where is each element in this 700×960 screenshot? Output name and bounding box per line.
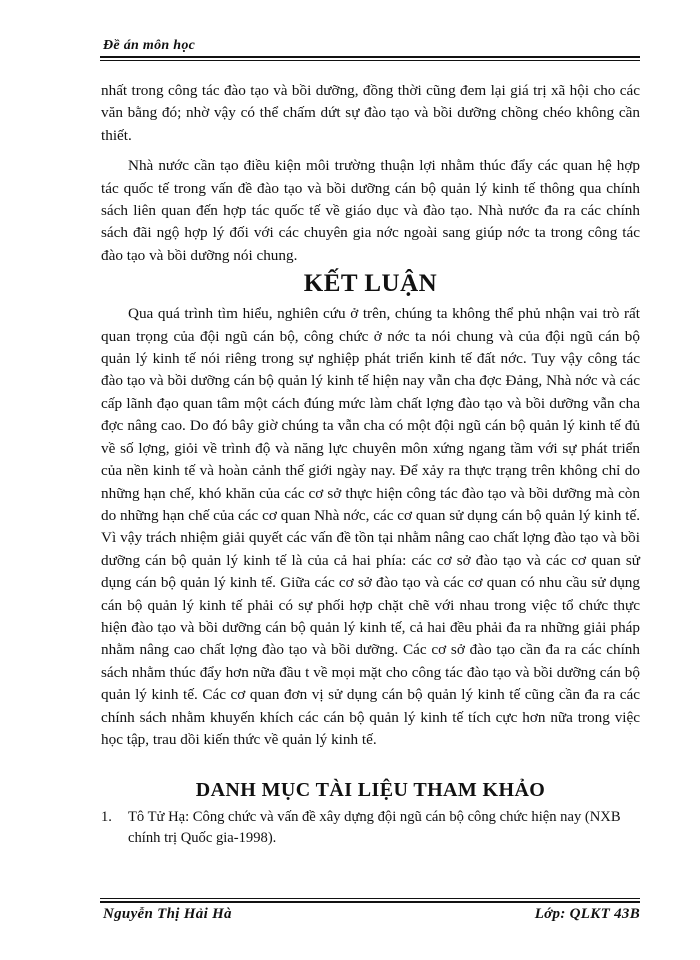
references-list bbox=[101, 807, 640, 849]
conclusion-heading: KẾT LUẬN bbox=[303, 270, 438, 298]
reference-item bbox=[101, 807, 640, 849]
references-heading: DANH MỤC TÀI LIỆU THAM KHẢO bbox=[195, 779, 546, 802]
header-divider bbox=[100, 56, 640, 61]
reference-number: 1. bbox=[101, 809, 112, 826]
footer-class: Lớp: QLKT 43B bbox=[534, 906, 640, 922]
footer-author: Nguyễn Thị Hải Hà bbox=[103, 906, 232, 922]
reference-text: Tô Tử Hạ: Công chức và vấn đề xây dựng đội ngũ cán bộ công chức hiện nay (NXB chính trị Quốc gia-1998). bbox=[128, 809, 621, 847]
body-paragraph-continued: nhất trong công tác đào tạo và bồi dưỡng, đồng thời cũng đem lại giá trị xã hội cho các văn bằng đó; nhờ vậy có thể chấm dứt sự đào tạo và bồi dưỡng chồng chéo không cần thiết. bbox=[101, 82, 640, 144]
page-content bbox=[101, 80, 640, 849]
page-header-title: Đề án môn học bbox=[103, 38, 196, 53]
conclusion-paragraph: Qua quá trình tìm hiểu, nghiên cứu ở trên, chúng ta không thể phủ nhận vai trò rất quan trọng của đội ngũ cán bộ, công chức ở nớc ta nói chung và của đội ngũ cán bộ quản lý kinh tế nói riêng trong sự nghiệp phát triển kinh tế đất nớc. Tuy vậy công tác đào tạo và bồi dưỡng cán bộ quản lý kinh tế hiện nay vẫn cha đợc Đảng, Nhà nớc và các cấp lãnh đạo quan tâm một cách đúng mức làm chất lợng đào tạo và bồi dưỡng vẫn cha đợc nâng cao. Do đó bây giờ chúng ta vẫn cha có một đội ngũ cán bộ quản lý kinh tế đủ về số lợng, giỏi về trình độ và năng lực chuyên môn xứng ngang tầm với sự phát triển của nền kinh tế và hoàn cảnh thế giới ngày nay. Để xảy ra thực trạng trên không chỉ do những hạn chế, khó khăn của các cơ sở thực hiện công tác đào tạo và bồi dưỡng mà còn do những hạn chế của các cơ quan Nhà nớc, các cơ quan sử dụng cán bộ quản lý kinh tế. Vì vậy trách nhiệm giải quyết các vấn đề tồn tại nhằm nâng cao chất lợng đào tạo và bồi dưỡng cán bộ quản lý kinh tế là của cả hai phía: các cơ sở đào tạo và các cơ quan sử dụng cán bộ quản lý kinh tế. Giữa các cơ sở đào tạo và các cơ quan có nhu cầu sử dụng cán bộ quản lý kinh tế phải có sự phối hợp chặt chẽ với nhau trong việc tổ chức thực hiện đào tạo và bồi dưỡng cán bộ quản lý kinh tế, cả hai đều phải đa ra những giải pháp nhằm nâng cao chất lợng đào tạo và bồi dưỡng. Các cơ sở đào tạo cần đa ra các chính sách nhằm thúc đẩy hơn nữa đầu t về mọi mặt cho công tác đào tạo và bồi dưỡng cán bộ quản lý kinh tế. Các cơ quan đơn vị sử dụng cán bộ quản lý kinh tế cũng cần đa ra các chính sách nhằm khuyến khích các cán bộ quản lý kinh tế tích cực hơn nữa trong việc học tập, trau dồi kiến thức về quản lý kinh tế. bbox=[101, 305, 640, 748]
body-paragraph-international-cooperation: Nhà nước cần tạo điều kiện môi trường thuận lợi nhằm thúc đẩy các quan hệ hợp tác quốc tế trong vấn đề đào tạo và bồi dưỡng cán bộ quản lý kinh tế thông qua chính sách liên quan đến hợp tác quốc tế về giáo dục và đào tạo. Nhà nước đa ra các chính sách đãi ngộ hợp lý đối với các chuyên gia nớc ngoài sang giúp nớc ta trong công tác đào tạo và bồi dưỡng nói chung. bbox=[101, 157, 640, 264]
footer-divider bbox=[100, 898, 640, 903]
